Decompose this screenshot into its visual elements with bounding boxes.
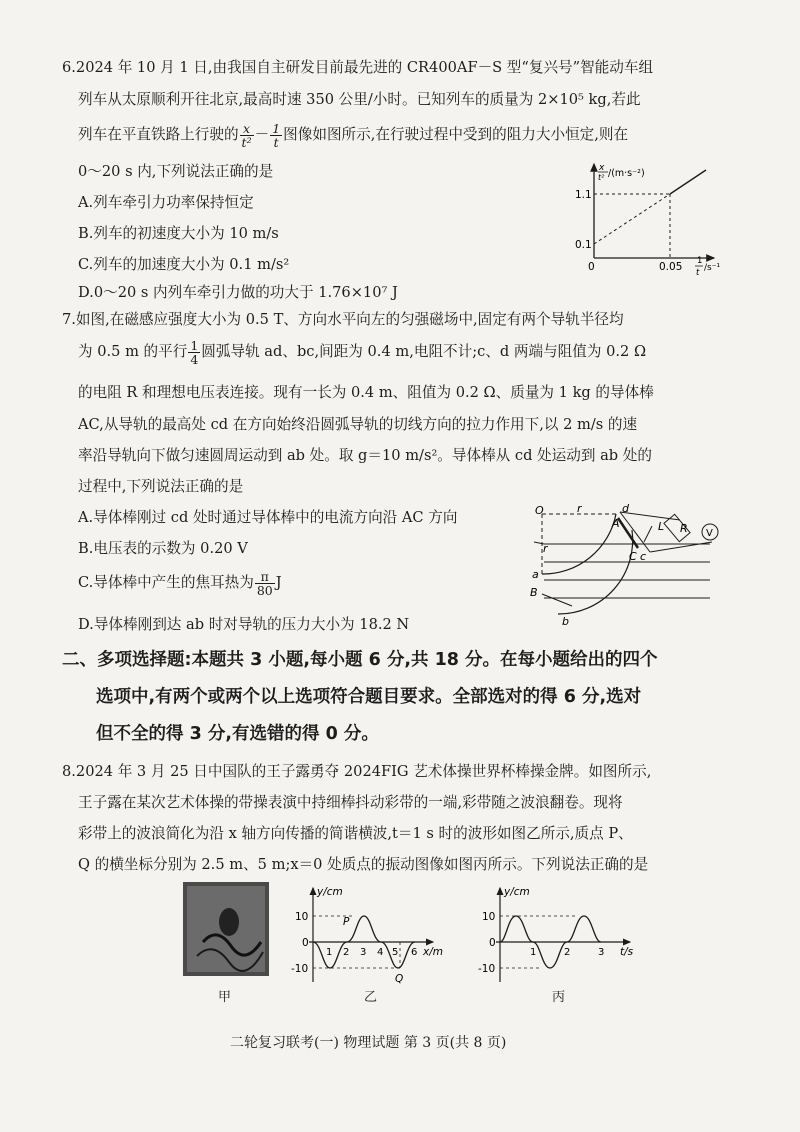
vibration-graph-bing (470, 882, 645, 987)
fig7-label-L: L (658, 520, 665, 533)
graph-tick-0.05: 0.05 (659, 261, 683, 273)
q6-line1: 6.2024 年 10 月 1 日,由我国自主研发目前最先进的 CR400AF－S 型“复兴号”智能动车组 (62, 59, 654, 76)
q6-line3: 列车在平直铁路上行驶的 $\frac{x}{\text{t²}}$ － $\frac{1}{t}$ 图像如图所示,在行驶过程中受到的阻力大小恒定,则在 (78, 120, 629, 150)
q8-line4: Q 的横坐标分别为 2.5 m、5 m;x＝0 处质点的振动图像如图丙所示。下列说法正确的是 (78, 856, 649, 873)
section2-line3: 但不全的得 3 分,有选错的得 0 分。 (96, 724, 379, 744)
yi-point-P: P (343, 916, 350, 928)
yi-tick-neg10: -10 (291, 963, 309, 975)
q6-option-b: B.列车的初速度大小为 10 m/s (78, 225, 279, 242)
frac-pi-over-80: $\frac{\pi}{80}$ (256, 568, 273, 598)
q8-line3: 彩带上的波浪简化为沿 x 轴方向传播的简谐横波,t＝1 s 时的波形如图乙所示,质点 P、 (78, 825, 633, 842)
q6-graph (566, 158, 726, 290)
yi-origin: 0 (302, 937, 309, 949)
yi-x-label: x/m (423, 946, 443, 958)
frac-1-over-4: $\frac{1}{4}$ (190, 337, 199, 367)
q8-line2: 王子露在某次艺术体操的带操表演中持细棒抖动彩带的一端,彩带随之波浪翻卷。现将 (78, 794, 623, 811)
bing-tick-3: 3 (598, 947, 605, 958)
fig7-label-r-top: r (577, 502, 582, 515)
graph-origin: 0 (588, 261, 595, 273)
fig-label-bing: 丙 (552, 990, 566, 1005)
q8-line1: 8.2024 年 3 月 25 日中国队的王子露勇夺 2024FIG 艺术体操世界杯棒操金牌。如图所示, (62, 763, 652, 780)
frac-x-over-t2: $\frac{x}{\text{t²}}$ (241, 120, 252, 150)
graph-x-unit: /s⁻¹ (704, 263, 721, 273)
fig7-label-r-side: r (543, 542, 548, 555)
graph-tick-1.1: 1.1 (575, 189, 592, 201)
bing-tick-2: 2 (564, 947, 571, 958)
q7-line5: 率沿导轨向下做匀速圆周运动到 ab 处。取 g＝10 m/s²。导体棒从 cd 处运动到 ab 处的 (78, 447, 652, 464)
graph-y-unit: /(m·s⁻²) (608, 168, 645, 179)
fig7-label-B: B (530, 586, 538, 599)
bing-tick-neg10: -10 (478, 963, 496, 975)
graph-y-num: x (599, 163, 605, 173)
q7-option-b: B.电压表的示数为 0.20 V (78, 540, 248, 557)
yi-y-label: y/cm (317, 886, 343, 898)
fig-label-jia: 甲 (218, 990, 232, 1005)
q6-line2: 列车从太原顺利开往北京,最高时速 350 公里/小时。已知列车的质量为 2×10⁵ kg,若此 (78, 91, 641, 108)
q6-option-d: D.0～20 s 内列车牵引力做的功大于 1.76×10⁷ J (78, 284, 398, 301)
bing-tick-1: 1 (530, 947, 537, 958)
fig7-label-V: V (706, 528, 713, 539)
bing-origin: 0 (489, 937, 496, 949)
q6-option-a: A.列车牵引力功率保持恒定 (78, 194, 254, 211)
yi-tick-3: 3 (360, 947, 367, 958)
yi-tick-4: 4 (377, 947, 384, 958)
fig7-label-c: c (640, 550, 647, 563)
fig-label-yi: 乙 (364, 990, 378, 1005)
fig7-label-b: b (562, 615, 569, 628)
q6-line3-text-a: 列车在平直铁路上行驶的 (78, 126, 239, 143)
yi-tick-10: 10 (295, 911, 309, 923)
section2-line1: 二、多项选择题:本题共 3 小题,每小题 6 分,共 18 分。在每小题给出的四个 (62, 650, 658, 670)
bing-y-label: y/cm (504, 886, 530, 898)
graph-x-num: 1 (697, 256, 703, 266)
q7-line2: 为 0.5 m 的平行 $\frac{1}{4}$ 圆弧导轨 ad、bc,间距为 0.4 m,电阻不计;c、d 两端与阻值为 0.2 Ω (78, 337, 647, 367)
q7-line1: 7.如图,在磁感应强度大小为 0.5 T、方向水平向左的匀强磁场中,固定有两个导轨半径均 (62, 311, 624, 328)
section2-line2: 选项中,有两个或两个以上选项符合题目要求。全部选对的得 6 分,选对 (96, 687, 642, 707)
q6-line4: 0～20 s 内,下列说法正确的是 (78, 163, 274, 180)
graph-tick-0.1: 0.1 (575, 239, 592, 251)
q7-line4: AC,从导轨的最高处 cd 在方向始终沿圆弧导轨的切线方向的拉力作用下,以 2 m/s 的速 (78, 416, 638, 433)
frac-1-over-t: $\frac{1}{t}$ (272, 120, 281, 150)
graph-x-den: t (696, 268, 700, 278)
yi-point-Q: Q (395, 973, 404, 985)
q7-line6: 过程中,下列说法正确的是 (78, 478, 244, 495)
q7-option-a: A.导体棒刚过 cd 处时通过导体棒中的电流方向沿 AC 方向 (78, 509, 458, 526)
fig7-label-C: C (629, 550, 637, 563)
page-footer: 二轮复习联考(一) 物理试题 第 3 页(共 8 页) (230, 1035, 507, 1051)
yi-tick-1: 1 (326, 947, 333, 958)
graph-y-den: t² (598, 173, 605, 182)
q7-figure (520, 502, 730, 630)
bing-tick-10: 10 (482, 911, 496, 923)
yi-tick-5: 5 (392, 947, 399, 958)
bing-x-label: t/s (620, 946, 634, 958)
fig7-label-O: O (535, 504, 544, 517)
q7-option-c: C.导体棒中产生的焦耳热为 $\frac{\pi}{80}$ J (78, 568, 282, 598)
graph-dashed-line (594, 194, 670, 244)
q7-line3: 的电阻 R 和理想电压表连接。现有一长为 0.4 m、阻值为 0.2 Ω、质量为 1 kg 的导体棒 (78, 384, 654, 401)
fig7-label-A: A (612, 517, 620, 530)
q6-option-c: C.列车的加速度大小为 0.1 m/s² (78, 256, 290, 273)
q7-option-d: D.导体棒刚到达 ab 时对导轨的压力大小为 18.2 N (78, 616, 410, 633)
graph-solid-line (670, 170, 706, 194)
wave-graph-yi (283, 882, 458, 987)
q6-line3-text-b: 图像如图所示,在行驶过程中受到的阻力大小恒定,则在 (283, 126, 629, 143)
gymnast-photo (183, 882, 269, 976)
yi-tick-2: 2 (343, 947, 350, 958)
yi-tick-6: 6 (411, 947, 418, 958)
fig7-label-a: a (532, 568, 539, 581)
fig7-label-R: R (680, 522, 688, 535)
fig7-label-d: d (622, 502, 629, 515)
